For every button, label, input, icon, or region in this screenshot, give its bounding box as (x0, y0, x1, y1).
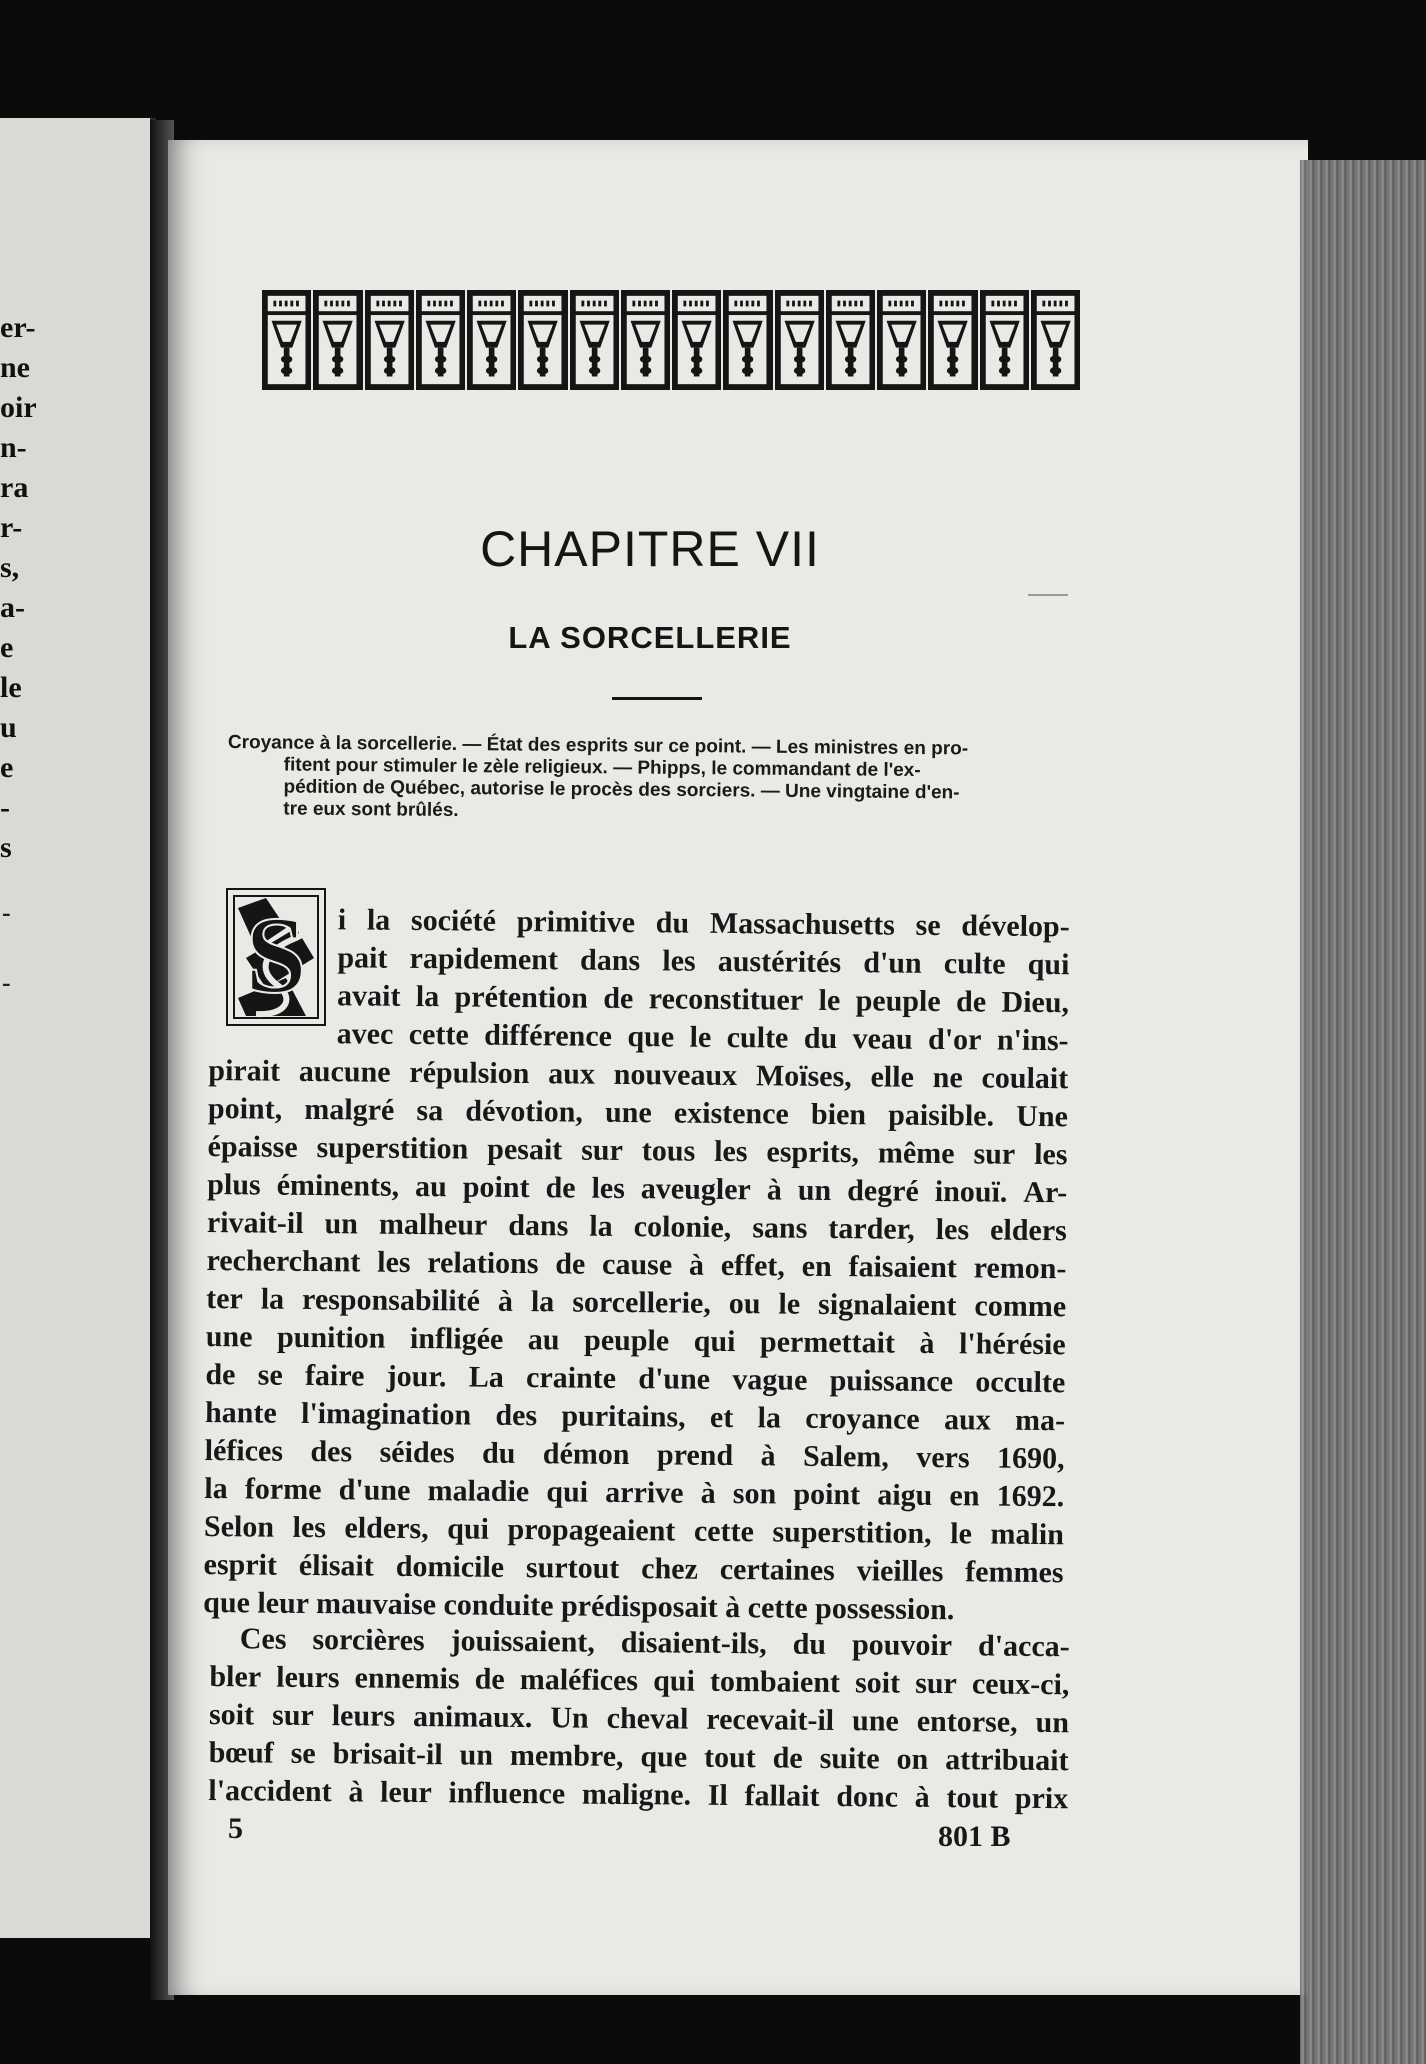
word: léfices (204, 1433, 284, 1468)
word: vague (732, 1363, 808, 1397)
goblet-tile-icon (980, 290, 1029, 390)
chapter-title: CHAPITRE VII (480, 521, 820, 577)
goblet-tile-icon (775, 290, 824, 390)
goblet-tile-icon (621, 290, 670, 390)
word: donc (836, 1780, 899, 1814)
word: nouveaux (613, 1057, 738, 1093)
left-page-fragment-line: e (0, 751, 14, 784)
word: pait (337, 941, 388, 975)
word: chez (641, 1552, 699, 1586)
word: sorcellerie, (572, 1285, 711, 1320)
summary-line: tre eux sont brûlés. (283, 798, 459, 822)
word: leurs (276, 1660, 340, 1695)
word: point (793, 1477, 861, 1512)
summary-line: pédition de Québec, autorise le procès des sorciers. — Une vingtaine d'en- (283, 776, 960, 804)
chapter-subtitle: LA SORCELLERIE (508, 620, 792, 655)
stray-mark (1028, 594, 1068, 596)
goblet-tile-icon (877, 290, 926, 390)
word: séides (379, 1435, 455, 1470)
word: démon (542, 1437, 630, 1472)
word: avait (336, 979, 401, 1013)
word: un (1035, 1705, 1070, 1740)
word: les (1034, 1137, 1068, 1172)
word: aux (548, 1057, 596, 1091)
word: esprits, (766, 1135, 860, 1170)
word: prix (1014, 1781, 1069, 1816)
word: existence (673, 1096, 790, 1131)
word: le (778, 1287, 801, 1321)
left-page-fragment-line: s (0, 831, 12, 864)
word: pouvoir (851, 1628, 953, 1663)
word: d'or (927, 1022, 982, 1057)
word: une (851, 1704, 899, 1738)
word: La (468, 1360, 504, 1394)
word: à (497, 1284, 514, 1318)
word: prétention (454, 980, 589, 1015)
word: un (797, 1173, 832, 1207)
left-page-fragment-line: er- (0, 311, 36, 344)
word: bien (810, 1097, 867, 1132)
word: crainte (525, 1361, 617, 1395)
word: et (709, 1400, 734, 1435)
word: vieilles (856, 1554, 944, 1589)
word: suite (819, 1741, 880, 1776)
word: on (896, 1742, 929, 1776)
word: en (949, 1479, 980, 1513)
word: se (915, 908, 941, 943)
left-page-fragment-line: ne (0, 351, 30, 384)
word: la (204, 1471, 228, 1506)
word: de (545, 1171, 576, 1205)
word: Selon (203, 1509, 275, 1544)
word: superstition (316, 1131, 469, 1166)
word: primitive (516, 904, 636, 940)
left-page-fragment-line: n- (0, 431, 27, 464)
word: dans (579, 943, 641, 978)
goblet-tile-icon (365, 290, 414, 390)
word: aigu (877, 1478, 933, 1512)
word: comme (974, 1289, 1067, 1324)
word: degré (847, 1174, 919, 1208)
summary-line: Croyance à la sorcellerie. — État des esprits sur ce point. — Les ministres en pro- (227, 732, 969, 760)
word: tout (946, 1781, 999, 1815)
word: maléfices (519, 1662, 639, 1698)
left-facing-page (0, 118, 156, 1938)
word: tarder, (828, 1211, 915, 1246)
word: Moïses, (755, 1059, 852, 1094)
word: bler (209, 1659, 262, 1694)
word: le (818, 983, 841, 1018)
word: maligne. (581, 1777, 692, 1812)
word: femmes (965, 1555, 1064, 1590)
word: Ar- (1023, 1175, 1068, 1210)
word: dévotion, (465, 1094, 584, 1129)
word: 1692. (996, 1479, 1065, 1514)
word: Un (550, 1701, 589, 1735)
word: recevait-il (706, 1702, 835, 1737)
word: du (792, 1627, 827, 1661)
word: puritains, (561, 1399, 686, 1434)
word: certaines (719, 1552, 835, 1588)
signature-mark: 5 (228, 1812, 243, 1845)
goblet-tile-icon (518, 290, 567, 390)
word: ou (728, 1286, 761, 1321)
word: cette (408, 1017, 469, 1052)
word: qui (447, 1512, 490, 1546)
word: propageaient (507, 1512, 676, 1548)
word: jouissaient, (450, 1624, 595, 1659)
word: son (732, 1477, 777, 1511)
word: bœuf (208, 1735, 274, 1770)
header-ornament-band (262, 290, 1080, 394)
goblet-tile-icon (313, 290, 362, 390)
goblet-tile-icon (723, 290, 772, 390)
word: point (462, 1170, 530, 1205)
word: un (324, 1207, 359, 1241)
word: superstition, (772, 1515, 932, 1550)
word: cette (693, 1514, 755, 1549)
word: paisible. (888, 1098, 995, 1133)
word: influence (448, 1776, 566, 1811)
word: la (530, 1285, 555, 1319)
word: austérités (717, 944, 842, 980)
word: maladie (427, 1474, 530, 1509)
word: hante (204, 1395, 277, 1430)
word: disaient-ils, (620, 1625, 767, 1661)
word: ma- (1014, 1403, 1066, 1438)
word: une (205, 1319, 253, 1354)
word: Dieu, (1001, 985, 1070, 1020)
chapter-summary (227, 732, 1088, 828)
summary-line: fitent pour stimuler le zèle religieux. — Phipps, le commandant de l'ex- (283, 754, 921, 782)
word: d'une (638, 1362, 711, 1396)
word: 1690, (996, 1441, 1065, 1476)
word: de (474, 1662, 505, 1696)
word: du (655, 906, 690, 940)
text-line: que leur mauvaise conduite prédisposait à cette possession. (203, 1585, 955, 1627)
word: au (527, 1323, 560, 1357)
word: sans (752, 1211, 808, 1245)
word: de (603, 981, 634, 1016)
word: les (591, 1171, 626, 1205)
word: aveugler (640, 1172, 751, 1207)
word: des (495, 1398, 538, 1433)
word: se (257, 1358, 283, 1392)
word: à (914, 1780, 930, 1814)
word: se (290, 1736, 316, 1771)
left-page-mark: - (2, 898, 11, 927)
word: la (415, 979, 440, 1014)
left-page-fragment-line: - (0, 791, 10, 824)
word: qui (693, 1324, 736, 1359)
goblet-tile-icon (570, 290, 619, 390)
word: plus (207, 1167, 261, 1202)
word: sur (915, 1666, 958, 1701)
word: l'hérésie (958, 1327, 1066, 1362)
word: veau (852, 1022, 913, 1056)
word: Une (1016, 1099, 1069, 1134)
word: malgré (304, 1092, 395, 1127)
word: signalaient (817, 1287, 957, 1323)
word: sa (416, 1093, 444, 1128)
word: les (714, 1134, 748, 1169)
word: forme (244, 1472, 322, 1507)
word: faire (304, 1358, 365, 1393)
word: n'ins- (996, 1023, 1069, 1058)
word: que (640, 1740, 688, 1774)
word: vers (916, 1440, 970, 1475)
word: domicile (395, 1549, 505, 1584)
word: coulait (981, 1061, 1069, 1096)
word: de (555, 1247, 586, 1281)
word: soit (208, 1697, 255, 1732)
goblet-tile-icon (672, 290, 721, 390)
word: les (935, 1212, 970, 1247)
word: à (688, 1248, 705, 1282)
word: pirait (208, 1053, 281, 1088)
word: la (366, 903, 391, 937)
word: relations (427, 1246, 539, 1281)
word: société (410, 903, 497, 938)
word: à (919, 1326, 935, 1360)
word: différence (484, 1018, 613, 1053)
goblet-tile-icon (467, 290, 516, 390)
word: punition (276, 1320, 386, 1355)
word: de (205, 1357, 236, 1392)
word: la (589, 1209, 613, 1243)
word: effet, (720, 1248, 786, 1283)
left-page-fragment-line: oir (0, 391, 37, 424)
word: leur (379, 1775, 432, 1810)
word: sur (581, 1133, 624, 1167)
word: épaisse (207, 1129, 298, 1164)
word: Massachusetts (709, 906, 896, 942)
word: ne (932, 1060, 963, 1095)
word: aucune (298, 1054, 391, 1089)
word: malheur (378, 1207, 488, 1242)
word: éminents, (276, 1168, 400, 1203)
word: d'acca- (977, 1629, 1070, 1664)
word: la (260, 1282, 285, 1316)
word: elle (870, 1060, 915, 1094)
word: tous (641, 1134, 696, 1168)
word: inouï. (934, 1174, 1008, 1209)
goblet-tile-icon (826, 290, 875, 390)
word: ter (206, 1281, 243, 1316)
word: soit (854, 1666, 901, 1700)
word: cheval (606, 1701, 689, 1736)
word: colonie, (633, 1210, 732, 1245)
word: dévelop- (961, 909, 1070, 944)
word: d'un (863, 946, 922, 980)
word: arrive (605, 1475, 684, 1510)
left-page-fragment-line: s, (0, 551, 20, 584)
word: brisait-il (332, 1737, 443, 1772)
word: d'une (338, 1473, 411, 1507)
word: du (481, 1436, 516, 1470)
word: remon- (973, 1251, 1067, 1286)
word: qui (653, 1664, 696, 1698)
title-rule (612, 697, 702, 700)
word: point, (207, 1091, 283, 1126)
word: animaux. (412, 1699, 533, 1735)
left-page-fragment-line: r- (0, 511, 23, 544)
word: la (757, 1401, 782, 1435)
word: reconstituer (648, 982, 804, 1017)
word: avec (336, 1017, 394, 1051)
word: qui (546, 1475, 589, 1509)
word: du (803, 1021, 838, 1056)
book-edge (1300, 160, 1426, 2064)
catalog-mark: 801 B (938, 1820, 1011, 1853)
left-page-fragment-line: le (0, 671, 22, 704)
left-page-fragment-line: e (0, 631, 14, 664)
word: attribuait (945, 1743, 1069, 1778)
word: elders, (344, 1511, 429, 1546)
word: occulte (975, 1365, 1066, 1400)
word: faisaient (848, 1250, 958, 1285)
word: membre, (509, 1738, 624, 1773)
word: l'accident (208, 1773, 332, 1809)
goblet-tile-icon (1031, 290, 1080, 390)
left-page-text-fragment (0, 308, 60, 868)
word: un (459, 1738, 494, 1772)
word: Il (707, 1778, 728, 1812)
paragraph-1 (203, 900, 1070, 1630)
word: tombaient (709, 1664, 841, 1700)
word: sur (271, 1698, 314, 1732)
left-page-mark: - (2, 968, 11, 997)
drop-cap-letter: S (245, 894, 307, 1016)
word: leurs (331, 1699, 396, 1733)
left-page-fragment-line: u (0, 711, 17, 744)
left-page-marks (2, 878, 11, 1018)
word: croyance (805, 1401, 920, 1436)
word: sorcières (312, 1622, 425, 1658)
word: ceux-ci, (971, 1667, 1070, 1702)
word: rivait-il (206, 1205, 304, 1240)
word: elders (989, 1213, 1067, 1248)
goblet-tile-icon (416, 290, 465, 390)
word: à (760, 1439, 776, 1473)
word: responsabilité (301, 1282, 481, 1318)
word: les (662, 944, 696, 978)
word: prend (656, 1438, 734, 1473)
word: en (801, 1249, 832, 1283)
word: fallait (744, 1779, 820, 1813)
word: malin (990, 1517, 1065, 1552)
word: peuple (855, 984, 941, 1019)
word: entorse, (916, 1704, 1018, 1739)
word: pesait (487, 1132, 563, 1167)
word: tout (703, 1740, 756, 1775)
word: puissance (829, 1363, 954, 1399)
goblet-tile-icon (262, 290, 311, 390)
word: Salem, (802, 1439, 890, 1474)
word: répulsion (409, 1055, 530, 1091)
word: à (766, 1173, 782, 1207)
word: que (627, 1020, 675, 1054)
word: ennemis (354, 1661, 460, 1696)
word: Ces (239, 1622, 287, 1656)
word: une (604, 1095, 652, 1130)
left-page-fragment-line: ra (0, 471, 29, 504)
word: peuple (583, 1323, 670, 1358)
word: recherchant (206, 1243, 361, 1279)
word: rapidement (409, 941, 559, 977)
word: permettait (759, 1325, 896, 1360)
word: infligée (409, 1321, 504, 1356)
word: aux (943, 1403, 991, 1437)
word: à (348, 1775, 364, 1809)
paragraph-2 (208, 1620, 1070, 1818)
word: jour. (386, 1359, 447, 1394)
word: de (955, 985, 987, 1019)
word: à (700, 1476, 716, 1510)
word: qui (1027, 947, 1070, 982)
goblet-tile-icon (928, 290, 977, 390)
word: cause (601, 1247, 673, 1282)
word: les (292, 1510, 327, 1545)
word: esprit (203, 1547, 278, 1582)
word: le (689, 1020, 712, 1054)
word: des (310, 1434, 353, 1469)
word: même (877, 1136, 955, 1171)
word: de (772, 1741, 803, 1775)
word: dans (508, 1208, 569, 1243)
word: i (337, 903, 347, 937)
word: culte (943, 947, 1006, 981)
word: les (377, 1245, 411, 1279)
word: au (414, 1169, 447, 1204)
left-page-fragment-line: a- (0, 591, 25, 624)
word: culte (726, 1020, 789, 1055)
word: l'imagination (300, 1396, 472, 1432)
word: surtout (525, 1551, 620, 1585)
word: sur (973, 1137, 1016, 1171)
word: élisait (298, 1548, 375, 1583)
word: le (950, 1517, 973, 1551)
